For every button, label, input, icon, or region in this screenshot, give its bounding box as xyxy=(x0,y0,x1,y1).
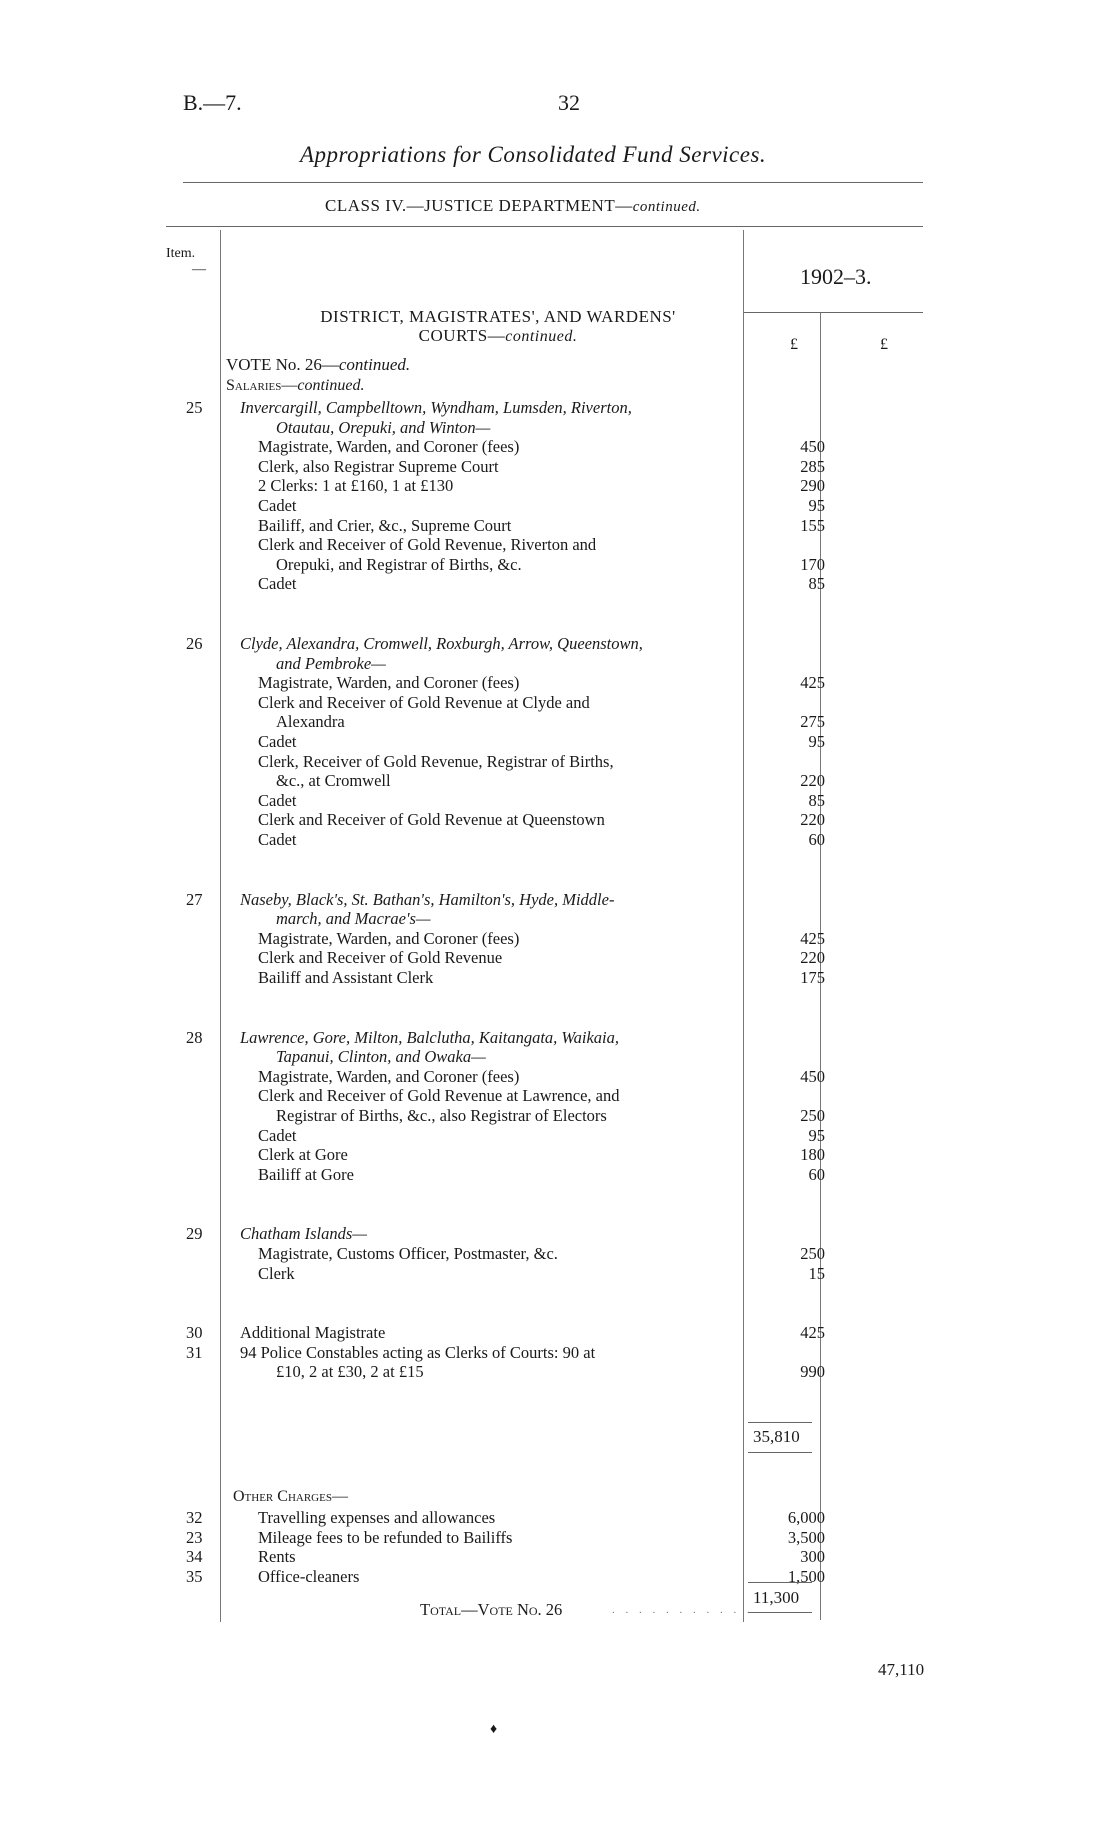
class-heading-main: CLASS IV.—JUSTICE DEPARTMENT— xyxy=(325,196,633,215)
row-description: £10, 2 at £30, 2 at £15 xyxy=(276,1362,424,1382)
section-heading-continued: continued. xyxy=(505,328,578,345)
table-row xyxy=(0,1047,1114,1067)
other-charge-row xyxy=(0,1547,1114,1567)
table-row xyxy=(0,929,1114,949)
table-row xyxy=(0,791,1114,811)
table-row xyxy=(0,890,1114,910)
row-description: 2 Clerks: 1 at £160, 1 at £130 xyxy=(258,476,454,496)
row-description: Cadet xyxy=(258,790,297,810)
row-description: Invercargill, Campbelltown, Wyndham, Lumsden, Riverton, xyxy=(240,398,632,417)
table-row xyxy=(0,771,1114,791)
item-number: 34 xyxy=(186,1547,203,1567)
row-amount: 250 xyxy=(800,1106,825,1125)
section-heading xyxy=(258,307,738,346)
row-amount: 175 xyxy=(800,968,825,987)
row-amount: 85 xyxy=(808,790,825,810)
row-description: Additional Magistrate xyxy=(240,1323,386,1343)
row-amount: 450 xyxy=(800,1066,825,1086)
row-description: Bailiff and Assistant Clerk xyxy=(258,968,434,987)
row-amount: 220 xyxy=(800,948,825,968)
table-row xyxy=(0,1323,1114,1343)
row-description: 94 Police Constables acting as Clerks of Courts: 90 at xyxy=(240,1342,596,1362)
table-row xyxy=(0,732,1114,752)
row-amount: 6,000 xyxy=(787,1508,825,1527)
row-description: Cadet xyxy=(258,1125,297,1145)
item-number: 31 xyxy=(186,1342,203,1362)
row-amount: 170 xyxy=(800,554,825,574)
row-amount: 425 xyxy=(800,928,825,948)
title-rule xyxy=(183,182,923,183)
table-row xyxy=(0,1067,1114,1087)
section-heading-courts: COURTS— xyxy=(418,326,506,345)
table-row xyxy=(0,1362,1114,1382)
table-row xyxy=(0,909,1114,929)
row-amount: 95 xyxy=(808,496,825,515)
table-row xyxy=(0,496,1114,516)
vote-number: VOTE No. 26— xyxy=(226,355,339,374)
row-description: Magistrate, Warden, and Coroner (fees) xyxy=(258,1066,520,1086)
table-row xyxy=(0,398,1114,418)
row-amount: 180 xyxy=(800,1145,825,1165)
row-amount: 1,500 xyxy=(787,1566,825,1586)
row-description: Clerk, also Registrar Supreme Court xyxy=(258,456,499,476)
year-header: 1902–3. xyxy=(800,264,872,289)
row-description: Cadet xyxy=(258,574,297,594)
row-description: Clerk, Receiver of Gold Revenue, Registrar of Births, xyxy=(258,751,614,771)
table-row xyxy=(0,476,1114,496)
row-description: Cadet xyxy=(258,496,297,515)
row-amount: 60 xyxy=(808,1164,825,1184)
item-number: 29 xyxy=(186,1224,203,1244)
table-row xyxy=(0,1343,1114,1363)
table-row xyxy=(0,555,1114,575)
row-amount: 425 xyxy=(800,1323,825,1343)
pound-symbol-total: £ xyxy=(880,336,888,353)
row-description: Rents xyxy=(258,1547,296,1567)
row-description: Magistrate, Warden, and Coroner (fees) xyxy=(258,437,520,457)
row-amount: 85 xyxy=(808,574,825,594)
page-number: 32 xyxy=(558,90,580,115)
page-title: Appropriations for Consolidated Fund Services. xyxy=(300,142,767,167)
table-row xyxy=(0,457,1114,477)
row-description: Magistrate, Warden, and Coroner (fees) xyxy=(258,673,520,693)
item-number: 27 xyxy=(186,889,203,909)
row-amount: 220 xyxy=(800,810,825,830)
item-column-dash: — xyxy=(192,262,206,277)
row-description: Office-cleaners xyxy=(258,1566,360,1586)
class-heading-continued: continued. xyxy=(632,199,701,215)
row-amount: 300 xyxy=(800,1547,825,1567)
row-description: Magistrate, Customs Officer, Postmaster, &c. xyxy=(258,1244,558,1263)
row-amount: 275 xyxy=(800,712,825,732)
item-number: 32 xyxy=(186,1508,203,1527)
row-description: Clerk and Receiver of Gold Revenue xyxy=(258,948,503,968)
table-row xyxy=(0,574,1114,594)
table-row xyxy=(0,968,1114,988)
table-row xyxy=(0,1145,1114,1165)
row-amount: 990 xyxy=(800,1362,825,1382)
table-row xyxy=(0,1106,1114,1126)
row-description: march, and Macrae's— xyxy=(276,909,431,929)
row-description: and Pembroke— xyxy=(276,653,386,673)
row-amount: 220 xyxy=(800,771,825,791)
row-amount: 60 xyxy=(808,830,825,849)
table-row xyxy=(0,948,1114,968)
row-description: Clyde, Alexandra, Cromwell, Roxburgh, Arrow, Queenstown, xyxy=(240,634,643,653)
other-charge-row xyxy=(0,1567,1114,1587)
section-heading-line1: DISTRICT, MAGISTRATES', AND WARDENS' xyxy=(320,307,676,326)
salaries-subtotal: 35,810 xyxy=(753,1427,800,1446)
row-amount: 155 xyxy=(800,515,825,535)
row-amount: 250 xyxy=(800,1244,825,1263)
other-charges-subtotal: 11,300 xyxy=(753,1588,800,1607)
row-amount: 285 xyxy=(800,456,825,476)
row-description: Otautau, Orepuki, and Winton— xyxy=(276,417,491,437)
total-label: Total—Vote No. 26 xyxy=(420,1600,563,1619)
row-description: Chatham Islands— xyxy=(240,1224,367,1244)
table-row xyxy=(0,1126,1114,1146)
item-number: 30 xyxy=(186,1323,203,1343)
other-subtotal-rule-top xyxy=(748,1582,812,1583)
row-description: Clerk and Receiver of Gold Revenue at Queenstown xyxy=(258,810,605,830)
item-number: 28 xyxy=(186,1027,203,1047)
row-description: Travelling expenses and allowances xyxy=(258,1508,496,1527)
row-description: Lawrence, Gore, Milton, Balclutha, Kaitangata, Waikaia, xyxy=(240,1027,620,1047)
row-amount: 95 xyxy=(808,1125,825,1145)
item-number: 26 xyxy=(186,634,203,653)
item-number: 25 xyxy=(186,398,203,417)
row-amount: 15 xyxy=(808,1263,825,1283)
item-column-header: Item. xyxy=(166,246,196,261)
table-row xyxy=(0,752,1114,772)
table-row xyxy=(0,1165,1114,1185)
table-row xyxy=(0,418,1114,438)
row-description: Clerk at Gore xyxy=(258,1145,348,1165)
row-description: Alexandra xyxy=(276,712,345,732)
row-amount: 425 xyxy=(800,673,825,693)
table-row xyxy=(0,437,1114,457)
other-charge-row xyxy=(0,1528,1114,1548)
other-charge-row xyxy=(0,1508,1114,1528)
table-row xyxy=(0,1224,1114,1244)
section-heading-line2 xyxy=(258,326,738,346)
table-row xyxy=(0,654,1114,674)
total-row xyxy=(0,1600,1114,1620)
class-heading xyxy=(325,196,701,216)
table-row xyxy=(0,1028,1114,1048)
row-description: Cadet xyxy=(258,830,297,849)
row-description: Clerk xyxy=(258,1263,295,1283)
table-row xyxy=(0,516,1114,536)
table-row xyxy=(0,810,1114,830)
row-description: Orepuki, and Registrar of Births, &c. xyxy=(276,554,522,574)
table-row xyxy=(0,712,1114,732)
row-description: Clerk and Receiver of Gold Revenue, Riverton and xyxy=(258,535,597,555)
row-description: Mileage fees to be refunded to Bailiffs xyxy=(258,1527,513,1547)
row-amount: 450 xyxy=(800,437,825,457)
total-amount: 47,110 xyxy=(878,1660,925,1679)
table-row xyxy=(0,1264,1114,1284)
row-description: Clerk and Receiver of Gold Revenue at Lawrence, and xyxy=(258,1086,620,1106)
table-row xyxy=(0,535,1114,555)
row-amount: 95 xyxy=(808,732,825,751)
row-description: Bailiff at Gore xyxy=(258,1164,354,1184)
table-row xyxy=(0,830,1114,850)
vote-continued: continued. xyxy=(338,355,411,374)
row-description: &c., at Cromwell xyxy=(276,771,391,791)
row-description: Magistrate, Warden, and Coroner (fees) xyxy=(258,928,520,948)
total-leader-dots: . . . . . . . . . . . xyxy=(612,1604,754,1616)
salaries-subtotal-rule-top xyxy=(748,1422,812,1423)
item-number: 35 xyxy=(186,1566,203,1586)
salaries-continued: continued. xyxy=(297,377,365,394)
row-description: Tapanui, Clinton, and Owaka— xyxy=(276,1047,486,1067)
pound-symbol-amount: £ xyxy=(790,336,798,353)
row-amount: 290 xyxy=(800,476,825,496)
table-top-rule xyxy=(166,226,923,227)
table-row xyxy=(0,1244,1114,1264)
row-description: Cadet xyxy=(258,732,297,751)
row-description: Clerk and Receiver of Gold Revenue at Clyde and xyxy=(258,692,590,712)
salaries-heading xyxy=(226,377,364,395)
table-row xyxy=(0,673,1114,693)
row-description: Bailiff, and Crier, &c., Supreme Court xyxy=(258,515,512,535)
item-number: 23 xyxy=(186,1527,203,1547)
row-amount: 3,500 xyxy=(787,1527,825,1547)
document-reference: B.—7. xyxy=(183,90,242,115)
salaries-subtotal-rule-bottom xyxy=(748,1452,812,1453)
table-row xyxy=(0,693,1114,713)
table-row xyxy=(0,1086,1114,1106)
salaries-label: Salaries— xyxy=(226,377,298,394)
vote-heading xyxy=(226,355,410,375)
other-charges-heading: Other Charges— xyxy=(233,1488,348,1505)
table-row xyxy=(0,634,1114,654)
row-description: Registrar of Births, &c., also Registrar of Electors xyxy=(276,1106,607,1125)
year-header-rule xyxy=(744,312,923,313)
row-description: Naseby, Black's, St. Bathan's, Hamilton's, Hyde, Middle- xyxy=(240,889,615,909)
footer-mark: ♦ xyxy=(490,1722,498,1737)
